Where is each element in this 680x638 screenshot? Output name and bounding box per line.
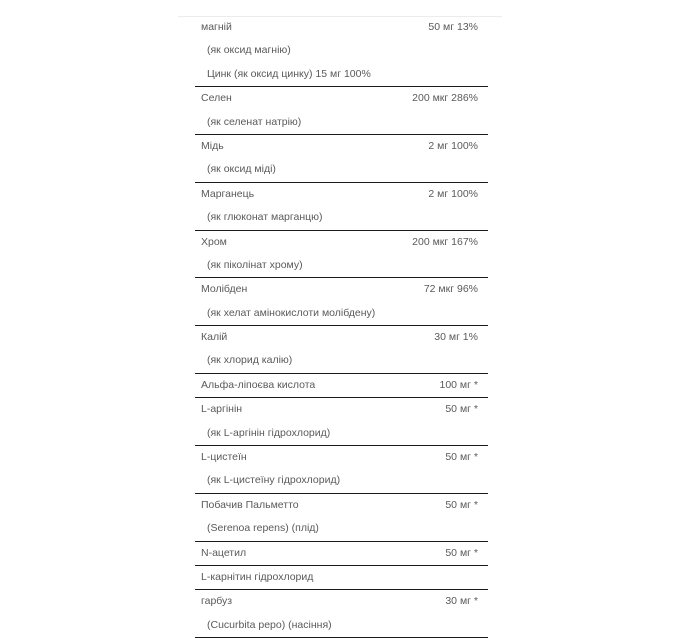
nutrient-name: Побачив Пальметто (201, 498, 299, 511)
nutrient-amount: 72 мкг 96% (423, 283, 478, 296)
nutrient-line (195, 278, 488, 301)
nutrient-amount: 100 мг * (439, 378, 478, 391)
nutrient-detail: (як L-цистеїну гідрохлорид) (207, 474, 341, 487)
nutrient-line (195, 542, 488, 565)
nutrient-detail-line (195, 302, 488, 325)
nutrient-detail: Цинк (як оксид цинку) 15 мг 100% (207, 67, 371, 80)
nutrient-name: гарбуз (201, 595, 233, 608)
nutrient-line (195, 446, 488, 469)
nutrient-detail-line (195, 614, 488, 637)
nutrient-line (195, 374, 488, 397)
nutrient-line (195, 16, 488, 39)
nutrient-detail-line (195, 158, 488, 181)
nutrient-row (195, 374, 488, 398)
nutrient-name: Молібден (201, 283, 248, 296)
nutrient-line (195, 494, 488, 517)
nutrient-row (195, 446, 488, 494)
nutrient-line (195, 183, 488, 206)
nutrient-detail-line (195, 63, 488, 86)
nutrient-name: L-цистеїн (201, 451, 247, 464)
nutrient-name: Мідь (201, 139, 224, 152)
nutrient-detail: (як селенат натрію) (207, 115, 302, 128)
nutrient-row (195, 231, 488, 279)
nutrient-line (195, 87, 488, 110)
nutrient-detail: (Cucurbita pepo) (насіння) (207, 618, 332, 631)
nutrient-line (195, 566, 488, 589)
nutrient-name: Селен (201, 92, 232, 105)
nutrient-name: Альфа-ліпоєва кислота (201, 378, 316, 391)
nutrient-detail-line (195, 349, 488, 372)
nutrient-row (195, 87, 488, 135)
nutrient-row (195, 398, 488, 446)
nutrient-amount: 50 мг * (445, 403, 478, 416)
nutrient-row (195, 566, 488, 590)
supplement-facts-table (195, 16, 488, 638)
nutrient-line (195, 135, 488, 158)
nutrient-detail: (як хелат амінокислоти молібдену) (207, 306, 376, 319)
nutrient-row (195, 326, 488, 374)
nutrient-detail: (як глюконат марганцю) (207, 211, 323, 224)
nutrient-amount: 2 мг 100% (428, 187, 478, 200)
nutrient-line (195, 326, 488, 349)
nutrient-amount: 50 мг * (445, 498, 478, 511)
nutrient-amount: 30 мг * (445, 595, 478, 608)
nutrient-name: Калій (201, 331, 228, 344)
nutrient-name: N-ацетил (201, 546, 247, 559)
nutrient-name: L-карнітин гідрохлорид (201, 570, 314, 583)
nutrient-name: L-аргінін (201, 403, 243, 416)
nutrient-detail-line (195, 422, 488, 445)
nutrient-amount: 200 мкг 286% (412, 92, 478, 105)
nutrient-detail-line (195, 254, 488, 277)
nutrient-amount: 50 мг * (445, 546, 478, 559)
nutrient-detail-line (195, 469, 488, 492)
nutrient-name: магній (201, 21, 232, 33)
nutrient-amount: 30 мг 1% (434, 331, 478, 344)
nutrient-detail: (як оксид магнію) (207, 44, 291, 57)
nutrient-line (195, 590, 488, 613)
nutrient-detail-line (195, 39, 488, 62)
nutrient-row (195, 542, 488, 566)
nutrient-detail-line (195, 517, 488, 540)
nutrient-detail: (Serenoa repens) (плід) (207, 522, 319, 535)
nutrient-detail-line (195, 111, 488, 134)
nutrient-detail: (як L-аргінін гідрохлорид) (207, 426, 331, 439)
nutrient-amount: 2 мг 100% (428, 139, 478, 152)
nutrient-row (195, 590, 488, 638)
nutrient-row (195, 183, 488, 231)
nutrient-amount: 50 мг 13% (428, 21, 478, 33)
nutrient-amount: 200 мкг 167% (412, 235, 478, 248)
nutrient-row (195, 278, 488, 326)
nutrient-row (195, 494, 488, 542)
nutrient-detail: (як піколінат хрому) (207, 258, 303, 271)
nutrient-row (195, 135, 488, 183)
nutrient-name: Марганець (201, 187, 255, 200)
nutrient-name: Хром (201, 235, 227, 248)
nutrient-amount: 50 мг * (445, 451, 478, 464)
nutrient-detail: (як оксид міді) (207, 163, 276, 176)
nutrient-line (195, 231, 488, 254)
nutrient-line (195, 398, 488, 421)
nutrient-detail-line (195, 206, 488, 229)
nutrient-row (195, 16, 488, 87)
nutrient-detail: (як хлорид калію) (207, 354, 293, 367)
